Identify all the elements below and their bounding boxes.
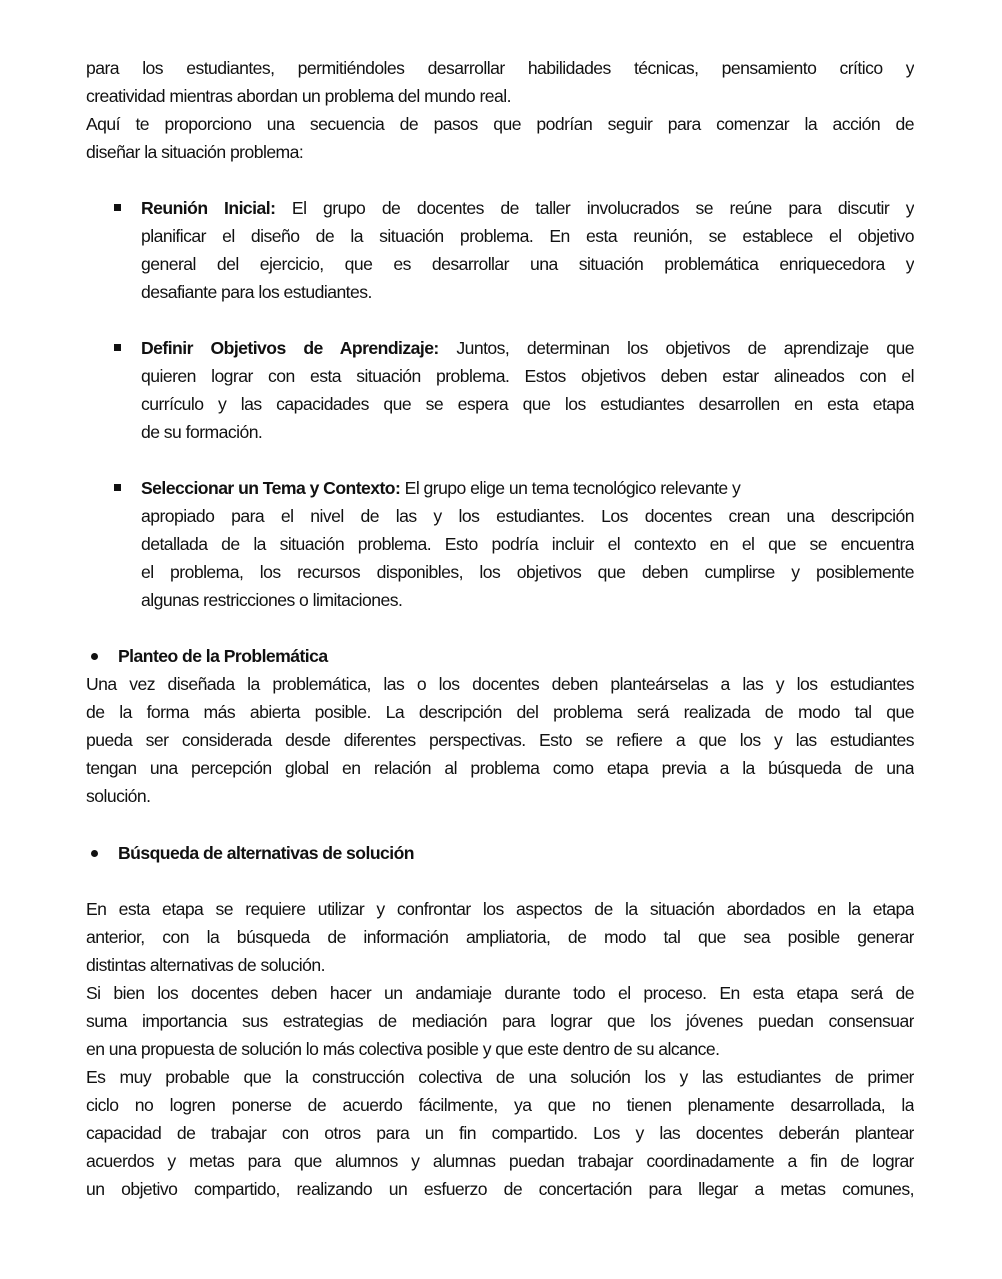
round-bullet-icon: [91, 850, 98, 857]
paragraph-line: Una vez diseñada la problemática, las o los docentes deben planteárselas a las y los estudiantes: [86, 674, 914, 694]
paragraph-line: Es muy probable que la construcción colectiva de una solución los y las estudiantes de primer: [86, 1067, 914, 1087]
step-first-line: [141, 474, 914, 502]
step-line: detallada de la situación problema. Esto podría incluir el contexto en el que se encuentra: [141, 534, 914, 554]
step-line: el problema, los recursos disponibles, los objetivos que deben cumplirse y posiblemente: [141, 562, 914, 582]
step-text: Juntos, determinan los objetivos de aprendizaje que: [438, 338, 914, 358]
paragraph-line: distintas alternativas de solución.: [86, 955, 325, 975]
round-bullet-icon: [91, 653, 98, 660]
step-line: algunas restricciones o limitaciones.: [141, 590, 403, 610]
paragraph-line: anterior, con la búsqueda de información ampliatoria, de modo tal que sea posible generar: [86, 927, 914, 947]
paragraph-line: Si bien los docentes deben hacer un andamiaje durante todo el proceso. En esta etapa será de: [86, 983, 914, 1003]
square-bullet-icon: [114, 484, 121, 491]
square-bullet-icon: [114, 344, 121, 351]
step-first-line: [141, 194, 914, 222]
paragraph-line: acuerdos y metas para que alumnos y alumnas puedan trabajar coordinadamente a fin de lograr: [86, 1151, 914, 1171]
paragraph-line: ciclo no logren ponerse de acuerdo fácilmente, ya que no tienen plenamente desarrollada, la: [86, 1095, 914, 1115]
step-title: Seleccionar un Tema y Contexto:: [141, 478, 401, 498]
intro-line: Aquí te proporciono una secuencia de pasos que podrían seguir para comenzar la acción de: [86, 114, 914, 134]
step-line: de su formación.: [141, 422, 263, 442]
step-line: planificar el diseño de la situación problema. En esta reunión, se establece el objetivo: [141, 226, 914, 246]
step-line: desafiante para los estudiantes.: [141, 282, 372, 302]
step-line: apropiado para el nivel de las y los estudiantes. Los docentes crean una descripción: [141, 506, 914, 526]
intro-line: para los estudiantes, permitiéndoles desarrollar habilidades técnicas, pensamiento crítico y: [86, 58, 914, 78]
step-line: currículo y las capacidades que se espera que los estudiantes desarrollen en esta etapa: [141, 394, 914, 414]
step-first-line: [141, 334, 914, 362]
intro-line: diseñar la situación problema:: [86, 142, 304, 162]
paragraph-line: pueda ser considerada desde diferentes perspectivas. Esto se refiere a que los y las estudiantes: [86, 730, 914, 750]
step-text: El grupo de docentes de taller involucrados se reúne para discutir y: [275, 198, 914, 218]
square-bullet-icon: [114, 204, 121, 211]
paragraph-line: en una propuesta de solución lo más colectiva posible y que este dentro de su alcance.: [86, 1039, 720, 1059]
paragraph-line: capacidad de trabajar con otros para un fin compartido. Los y las docentes deberán plantear: [86, 1123, 914, 1143]
step-line: general del ejercicio, que es desarrollar una situación problemática enriquecedora y: [141, 254, 914, 274]
step-title: Definir Objetivos de Aprendizaje:: [141, 338, 439, 358]
step-title: Reunión Inicial:: [141, 198, 276, 218]
paragraph-line: un objetivo compartido, realizando un esfuerzo de concertación para llegar a metas comunes,: [86, 1179, 914, 1199]
section-heading: Planteo de la Problemática: [118, 646, 328, 666]
section-heading: Búsqueda de alternativas de solución: [118, 843, 414, 863]
intro-line: creatividad mientras abordan un problema del mundo real.: [86, 86, 511, 106]
step-line: quieren lograr con esta situación problema. Estos objetivos deben estar alineados con el: [141, 366, 914, 386]
paragraph-line: tengan una percepción global en relación al problema como etapa previa a la búsqueda de una: [86, 758, 914, 778]
paragraph-line: suma importancia sus estrategias de mediación para lograr que los jóvenes puedan consensuar: [86, 1011, 914, 1031]
step-text: El grupo elige un tema tecnológico relevante y: [400, 478, 741, 498]
paragraph-line: de la forma más abierta posible. La descripción del problema será realizada de modo tal que: [86, 702, 914, 722]
paragraph-line: En esta etapa se requiere utilizar y confrontar los aspectos de la situación abordados en la etapa: [86, 899, 914, 919]
paragraph-line: solución.: [86, 786, 151, 806]
